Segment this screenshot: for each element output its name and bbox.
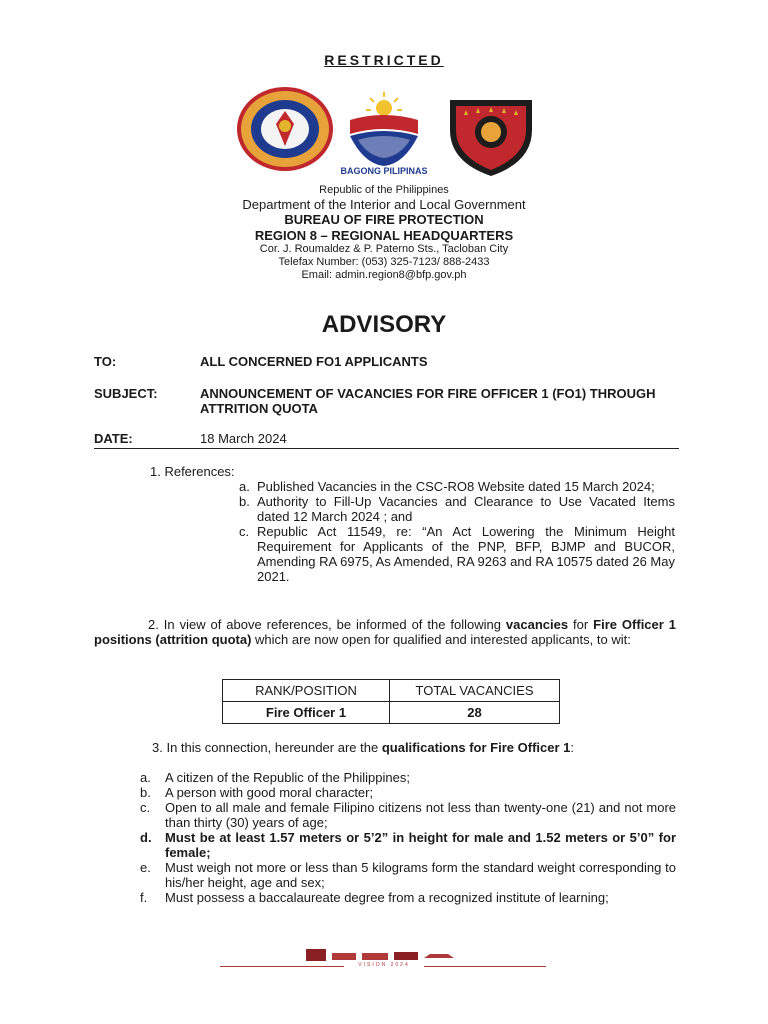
reference-marker: b.	[239, 494, 250, 509]
qualification-marker: c.	[140, 800, 151, 815]
p2-text-2: for	[568, 617, 594, 632]
bureau-line: BUREAU OF FIRE PROTECTION	[284, 212, 484, 227]
header-divider	[94, 448, 679, 449]
qualification-marker: b.	[140, 785, 151, 800]
subject-value: ANNOUNCEMENT OF VACANCIES FOR FIRE OFFICER 1 (FO1) THROUGH ATTRITION QUOTA	[200, 386, 656, 416]
p3-text-1: 3. In this connection, hereunder are the	[152, 740, 382, 755]
p3-text-2: :	[570, 740, 574, 755]
reference-text: Authority to Fill-Up Vacancies and Clearance to Use Vacated Items dated 12 March 2024 ; and	[257, 494, 675, 524]
address-line: Cor. J. Roumaldez & P. Paterno Sts., Tacloban City	[259, 243, 509, 255]
table-row	[223, 702, 560, 724]
bagong-pilipinas-logo	[344, 90, 424, 170]
qualification-item	[140, 785, 676, 800]
qualification-text: A citizen of the Republic of the Philippines;	[165, 770, 410, 785]
qualification-text: Must be at least 1.57 meters or 5’2” in height for male and 1.52 meters or 5’0” for female;	[165, 830, 676, 860]
email-line: Email: admin.region8@bfp.gov.ph	[301, 269, 467, 281]
subject-label: SUBJECT:	[94, 386, 158, 401]
qualification-marker: d.	[140, 830, 152, 845]
qualification-marker: a.	[140, 770, 151, 785]
bagong-pilipinas-label: BAGONG PILIPINAS	[340, 166, 428, 176]
department-line: Department of the Interior and Local Government	[242, 197, 526, 212]
p2-text-3: which are now open for qualified and interested applicants, to wit:	[251, 632, 631, 647]
qualification-marker: f.	[140, 890, 148, 905]
restricted-label: RESTRICTED	[324, 52, 444, 68]
table-header-cell: TOTAL VACANCIES	[390, 680, 560, 702]
qualification-item	[140, 800, 676, 830]
qualification-text: Must possess a baccalaureate degree from a recognized institute of learning;	[165, 890, 609, 905]
p2-bold-1: vacancies	[505, 617, 569, 632]
qualification-text: A person with good moral character;	[165, 785, 374, 800]
qualifications-lead	[152, 740, 574, 755]
qualification-marker: e.	[140, 860, 151, 875]
reference-text: Republic Act 11549, re: “An Act Lowering the Minimum Height Requirement for Applicants of the PNP, BFP, BJMP and BUCOR, Amending RA 6975, As Amended, RA 9263 and RA 10575 dated 26 May 2021.	[257, 524, 675, 584]
qualification-item	[140, 830, 676, 860]
qualification-text: Must weigh not more or less than 5 kilograms form the standard weight corresponding to his/her height, age and sex;	[165, 860, 676, 890]
table-header-cell: RANK/POSITION	[223, 680, 390, 702]
qualification-item	[140, 890, 676, 905]
reference-item	[239, 494, 675, 524]
p2-bold-2: Fire Officer 1 positions (attrition quota)	[94, 617, 676, 647]
reference-marker: c.	[239, 524, 250, 539]
fire-truck-vision-icon	[306, 946, 462, 962]
bfp-region8-shield-logo	[446, 90, 536, 178]
qualification-text: Open to all male and female Filipino citizens not less than twenty-one (21) and not more than thirty (30) years of age;	[165, 800, 676, 830]
table-header-row	[223, 680, 560, 702]
bfp-seal-logo	[236, 86, 334, 172]
p3-bold: qualifications for Fire Officer 1	[381, 740, 571, 755]
to-label: TO:	[94, 354, 117, 369]
date-value: 18 March 2024	[200, 431, 287, 446]
republic-line: Republic of the Philippines	[319, 184, 449, 196]
references-list	[239, 479, 675, 584]
region-line: REGION 8 – REGIONAL HEADQUARTERS	[254, 228, 514, 243]
date-label: DATE:	[94, 431, 133, 446]
table-cell: Fire Officer 1	[223, 702, 390, 724]
references-lead: 1. References:	[150, 464, 235, 479]
vacancy-table	[222, 679, 560, 724]
qualification-item	[140, 770, 676, 785]
document-title: ADVISORY	[321, 311, 447, 338]
reference-text: Published Vacancies in the CSC-RO8 Website dated 15 March 2024;	[257, 479, 655, 494]
telefax-line: Telefax Number: (053) 325-7123/ 888-2433	[278, 256, 490, 268]
reference-marker: a.	[239, 479, 250, 494]
vacancies-paragraph	[94, 617, 676, 647]
qualifications-list	[140, 770, 676, 905]
qualification-item	[140, 860, 676, 890]
reference-item	[239, 524, 675, 584]
to-value: ALL CONCERNED FO1 APPLICANTS	[200, 354, 428, 369]
reference-item	[239, 479, 675, 494]
footer-tagline: VISION 2024	[344, 962, 424, 968]
table-cell: 28	[390, 702, 560, 724]
p2-text-1: 2. In view of above references, be informed of the following	[148, 617, 506, 632]
